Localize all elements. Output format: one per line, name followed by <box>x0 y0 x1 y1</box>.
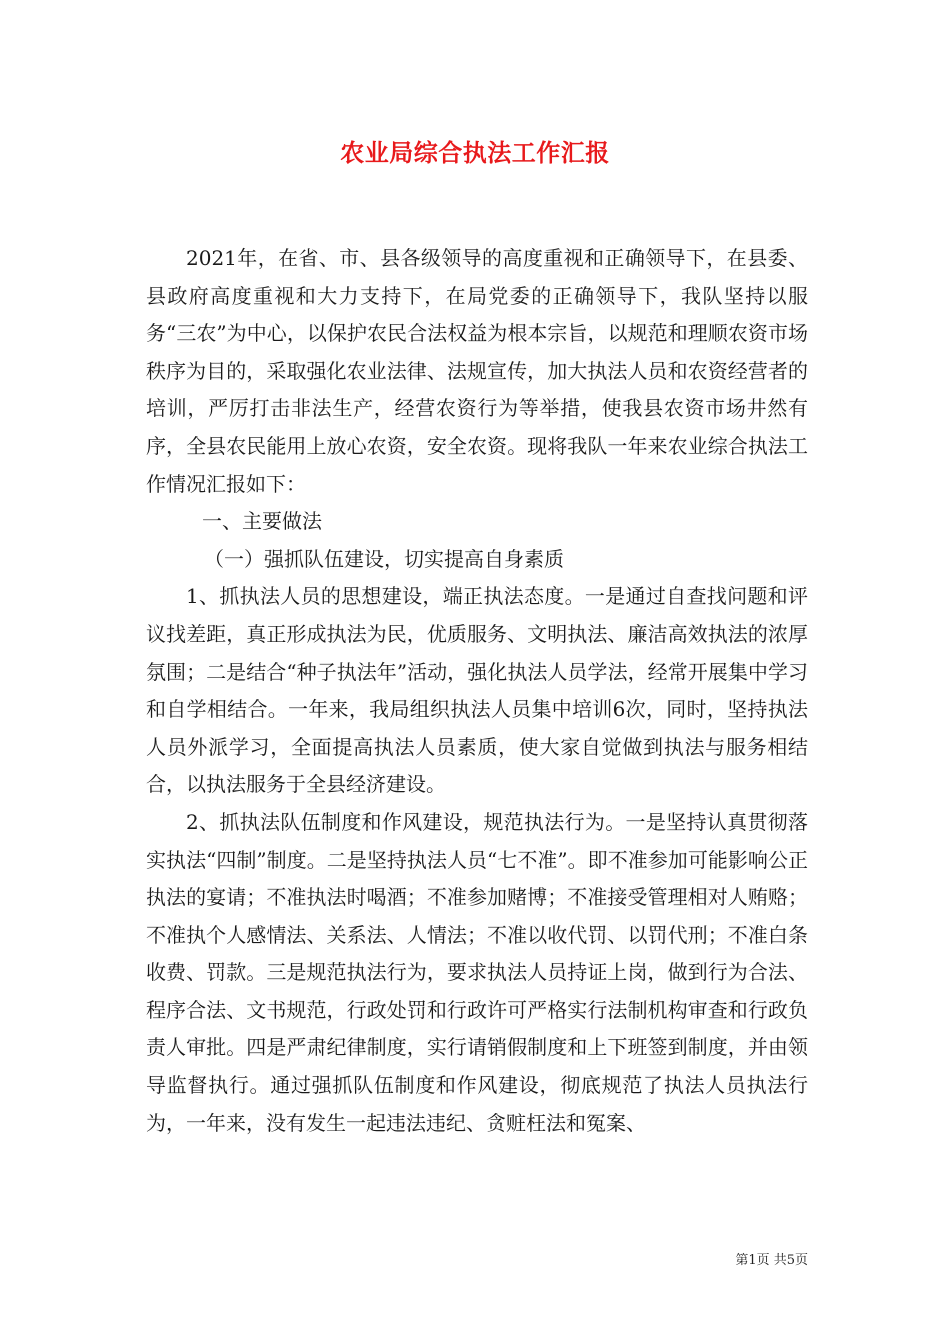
subsection-heading-1: （一）强抓队伍建设，切实提高自身素质 <box>204 546 564 571</box>
section-heading-1: 一、主要做法 <box>202 509 322 534</box>
item-paragraph-2: 2、抓执法队伍制度和作风建设，规范执法行为。一是坚持认真贯彻落实执法“四制”制度。二是坚持执法人员“七不准”。即不准参加可能影响公正执法的宴请；不准执法时喝酒；不准参加赌博；不准接受管理相对人贿赂；不准执个人感情法、关系法、人情法；不准以收代罚、以罚代刑；不准白条收费、罚款。三是规范执法行为，要求执法人员持证上岗，做到行为合法、程序合法、文书规范，行政处罚和行政许可严格实行法制机构审查和行政负责人审批。四是严肃纪律制度，实行请销假制度和上下班签到制度，并由领导监督执行。通过强抓队伍制度和作风建设，彻底规范了执法人员执法行为，一年来，没有发生一起违法违纪、贪赃枉法和冤案、 <box>146 809 808 1135</box>
document-title: 农业局综合执法工作汇报 <box>340 138 610 167</box>
page-number-footer: 第1页 共5页 <box>735 1253 808 1268</box>
item-paragraph-1: 1、抓执法人员的思想建设，端正执法态度。一是通过自查找问题和评议找差距，真正形成执法为民，优质服务、文明执法、廉洁高效执法的浓厚氛围；二是结合“种子执法年”活动，强化执法人员学法，经常开展集中学习和自学相结合。一年来，我局组织执法人员集中培训6次，同时，坚持执法人员外派学习，全面提高执法人员素质，使大家自觉做到执法与服务相结合，以执法服务于全县经济建设。 <box>146 584 808 797</box>
intro-paragraph: 2021年，在省、市、县各级领导的高度重视和正确领导下，在县委、县政府高度重视和大力支持下，在局党委的正确领导下，我队坚持以服务“三农”为中心，以保护农民合法权益为根本宗旨，以规范和理顺农资市场秩序为目的，采取强化农业法律、法规宣传，加大执法人员和农资经营者的培训，严厉打击非法生产，经营农资行为等举措，使我县农资市场井然有序，全县农民能用上放心农资，安全农资。现将我队一年来农业综合执法工作情况汇报如下： <box>146 246 808 496</box>
document-body <box>146 240 808 1142</box>
